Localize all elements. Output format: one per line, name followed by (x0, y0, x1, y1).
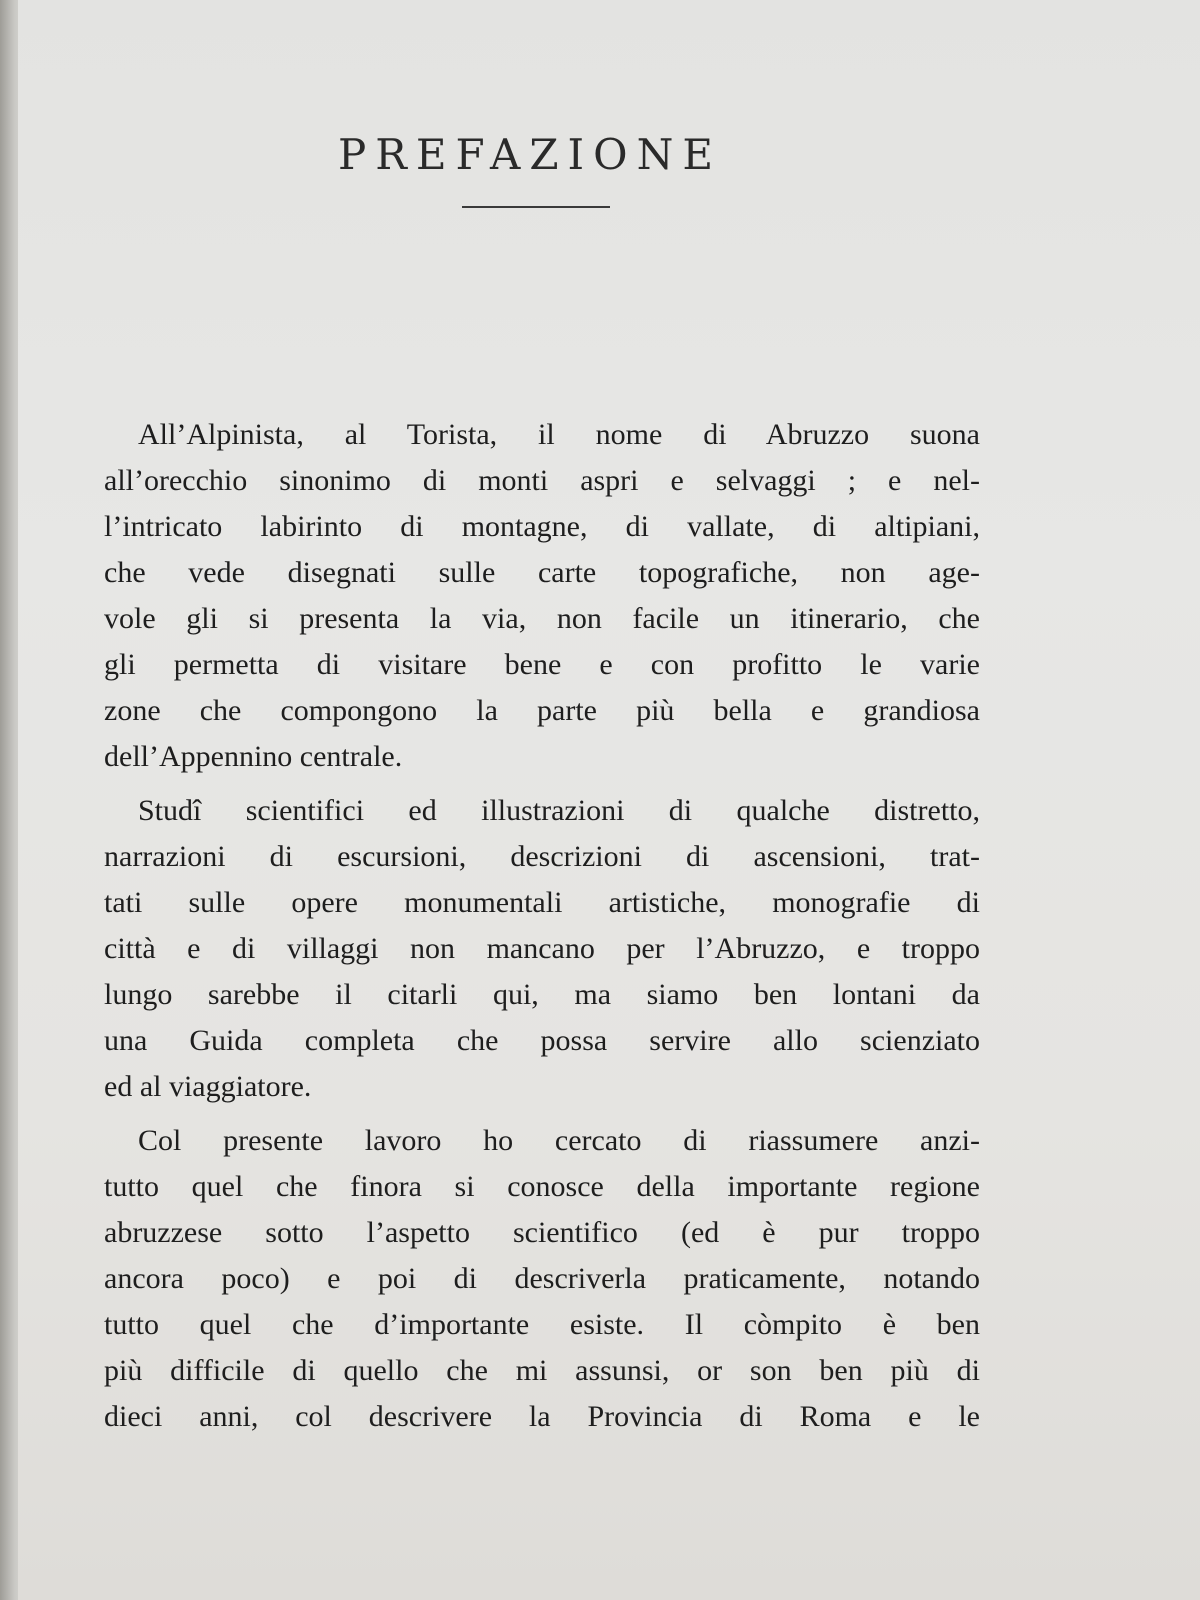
text-line: vole gli si presenta la via, non facile un itinerario, che (104, 602, 980, 635)
text-line: zone che compongono la parte più bella e grandiosa (104, 694, 980, 727)
text-line: dell’Appennino centrale. (104, 740, 403, 773)
text-line: lungo sarebbe il citarli qui, ma siamo ben lontani da (104, 978, 980, 1011)
text-line: l’intricato labirinto di montagne, di vallate, di altipiani, (104, 510, 980, 543)
paragraph-1 (104, 412, 980, 780)
text-line: una Guida completa che possa servire allo scienziato (104, 1024, 980, 1057)
text-line: Col presente lavoro ho cercato di riassumere anzi- (138, 1124, 980, 1157)
text-line: Studî scientifici ed illustrazioni di qualche distretto, (138, 794, 980, 827)
paragraph-3 (104, 1118, 980, 1440)
text-line: abruzzese sotto l’aspetto scientifico (ed è pur troppo (104, 1216, 980, 1249)
text-line: ed al viaggiatore. (104, 1070, 312, 1103)
text-line: tutto quel che d’importante esiste. Il còmpito è ben (104, 1308, 980, 1341)
text-line: All’Alpinista, al Torista, il nome di Abruzzo suona (138, 418, 980, 451)
text-line: città e di villaggi non mancano per l’Abruzzo, e troppo (104, 932, 980, 965)
text-line: tati sulle opere monumentali artistiche, monografie di (104, 886, 980, 919)
paragraph-2 (104, 788, 980, 1110)
text-line: tutto quel che finora si conosce della importante regione (104, 1170, 980, 1203)
text-line: narrazioni di escursioni, descrizioni di ascensioni, trat- (104, 840, 980, 873)
title-underline (462, 206, 610, 208)
text-line: ancora poco) e poi di descriverla praticamente, notando (104, 1262, 980, 1295)
text-line: che vede disegnati sulle carte topografiche, non age- (104, 556, 980, 589)
text-line: gli permetta di visitare bene e con profitto le varie (104, 648, 980, 681)
text-line: dieci anni, col descrivere la Provincia di Roma e le (104, 1400, 980, 1433)
text-line: all’orecchio sinonimo di monti aspri e selvaggi ; e nel- (104, 464, 980, 497)
text-line: più difficile di quello che mi assunsi, or son ben più di (104, 1354, 980, 1387)
page-title: PREFAZIONE (338, 130, 722, 179)
body-text (104, 412, 980, 1448)
